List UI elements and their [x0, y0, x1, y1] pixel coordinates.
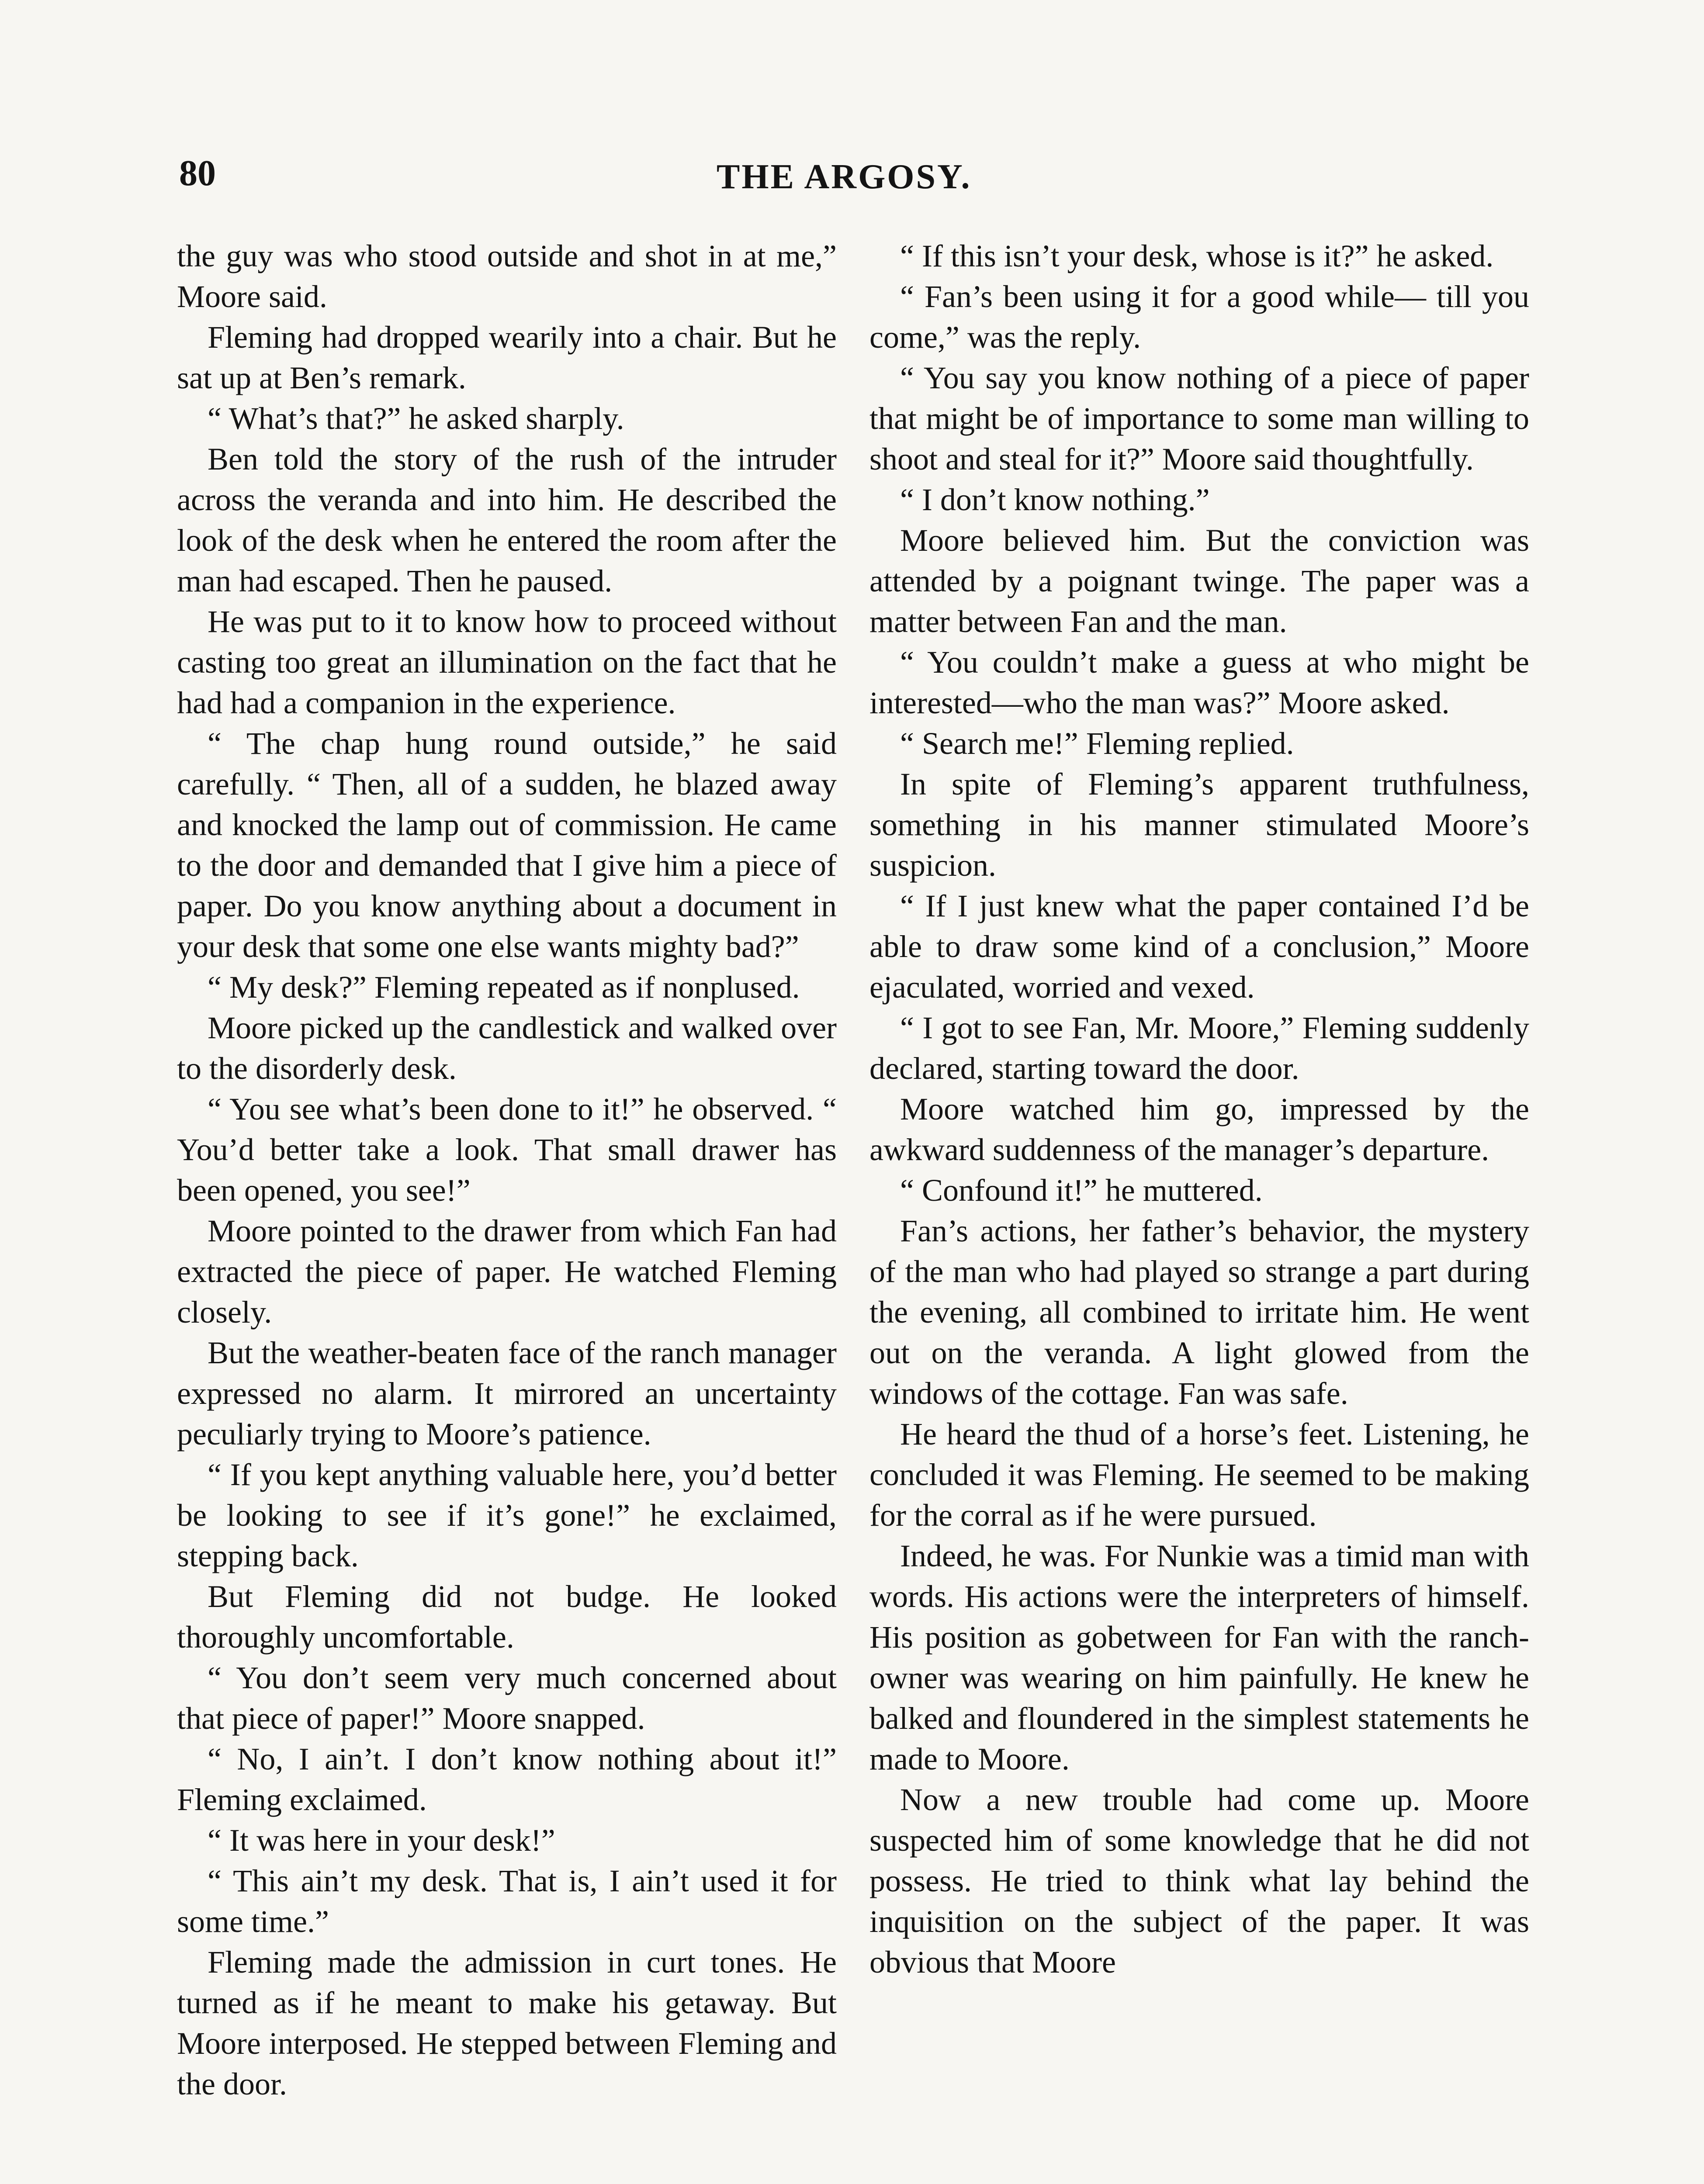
paragraph: Indeed, he was. For Nunkie was a timid man with words. His actions were the interpreters of himself. His position as gobetween for Fan with the ranch-owner was wearing on him painfully. He knew he balked and floundered in the simplest statements he made to Moore.	[869, 1538, 1529, 1776]
paragraph: “ Search me!” Fleming replied.	[900, 726, 1294, 761]
paragraph: Moore believed him. But the conviction was attended by a poignant twinge. The paper was a matter between Fan and the man.	[869, 523, 1529, 639]
paragraph: Fleming had dropped wearily into a chair. But he sat up at Ben’s remark.	[177, 320, 837, 395]
left-column	[177, 236, 837, 2105]
paragraph: He was put to it to know how to proceed without casting too great an illumination on the fact that he had had a companion in the experience.	[177, 604, 837, 720]
paragraph: “ Fan’s been using it for a good while— till you come,” was the reply.	[869, 279, 1529, 355]
paragraph: “ What’s that?” he asked sharply.	[208, 401, 624, 436]
paragraph: Moore pointed to the drawer from which Fan had extracted the piece of paper. He watched Fleming closely.	[177, 1213, 837, 1330]
paragraph: “ You couldn’t make a guess at who might be interested—who the man was?” Moore asked.	[869, 645, 1529, 720]
running-head: THE ARGOSY.	[717, 158, 972, 196]
paragraph: “ You say you know nothing of a piece of paper that might be of importance to some man willing to shoot and steal for it?” Moore said thoughtfully.	[869, 360, 1529, 477]
paragraph: Moore watched him go, impressed by the awkward suddenness of the manager’s departure.	[869, 1092, 1529, 1167]
paragraph: “ Confound it!” he muttered.	[900, 1173, 1263, 1208]
paragraph: “ If this isn’t your desk, whose is it?” he asked.	[900, 238, 1494, 273]
paragraph: “ I don’t know nothing.”	[900, 482, 1210, 517]
paragraph: Ben told the story of the rush of the intruder across the veranda and into him. He described the look of the desk when he entered the room after the man had escaped. Then he paused.	[177, 442, 837, 598]
paragraph: Now a new trouble had come up. Moore suspected him of some knowledge that he did not possess. He tried to think what lay behind the inquisition on the subject of the paper. It was obvious that Moore	[869, 1782, 1529, 1980]
paragraph: “ My desk?” Fleming repeated as if nonplused.	[208, 970, 800, 1005]
paragraph: He heard the thud of a horse’s feet. Listening, he concluded it was Fleming. He seemed to be making for the corral as if he were pursued.	[869, 1417, 1529, 1533]
paragraph: “ If I just knew what the paper contained I’d be able to draw some kind of a conclusion,” Moore ejaculated, worried and vexed.	[869, 888, 1529, 1005]
paragraph: But the weather-beaten face of the ranch manager expressed no alarm. It mirrored an uncertainty peculiarly trying to Moore’s patience.	[177, 1335, 837, 1451]
right-column	[869, 236, 1529, 1983]
paragraph: Fan’s actions, her father’s behavior, the mystery of the man who had played so strange a part during the evening, all combined to irritate him. He went out on the veranda. A light glowed from the windows of the cottage. Fan was safe.	[869, 1213, 1529, 1411]
paragraph: “ You see what’s been done to it!” he observed. “ You’d better take a look. That small drawer has been opened, you see!”	[177, 1092, 837, 1208]
paragraph: “ You don’t seem very much concerned about that piece of paper!” Moore snapped.	[177, 1660, 837, 1736]
paragraph: “ If you kept anything valuable here, you’d better be looking to see if it’s gone!” he exclaimed, stepping back.	[177, 1457, 837, 1573]
paragraph: “ This ain’t my desk. That is, I ain’t used it for some time.”	[177, 1863, 837, 1939]
paragraph: “ It was here in your desk!”	[208, 1823, 555, 1858]
paragraph: “ No, I ain’t. I don’t know nothing about it!” Fleming exclaimed.	[177, 1742, 837, 1817]
paragraph: Moore picked up the candlestick and walked over to the disorderly desk.	[177, 1010, 837, 1086]
page-number: 80	[179, 153, 216, 194]
paragraph: the guy was who stood outside and shot in at me,” Moore said.	[177, 238, 837, 314]
paragraph: In spite of Fleming’s apparent truthfulness, something in his manner stimulated Moore’s suspicion.	[869, 767, 1529, 883]
paragraph: Fleming made the admission in curt tones. He turned as if he meant to make his getaway. But Moore interposed. He stepped between Fleming and the door.	[177, 1945, 837, 2101]
paragraph: “ The chap hung round outside,” he said carefully. “ Then, all of a sudden, he blazed away and knocked the lamp out of commission. He came to the door and demanded that I give him a piece of paper. Do you know anything about a document in your desk that some one else wants mighty bad?”	[177, 726, 837, 964]
paragraph: “ I got to see Fan, Mr. Moore,” Fleming suddenly declared, starting toward the door.	[869, 1010, 1529, 1086]
paragraph: But Fleming did not budge. He looked thoroughly uncomfortable.	[177, 1579, 837, 1655]
